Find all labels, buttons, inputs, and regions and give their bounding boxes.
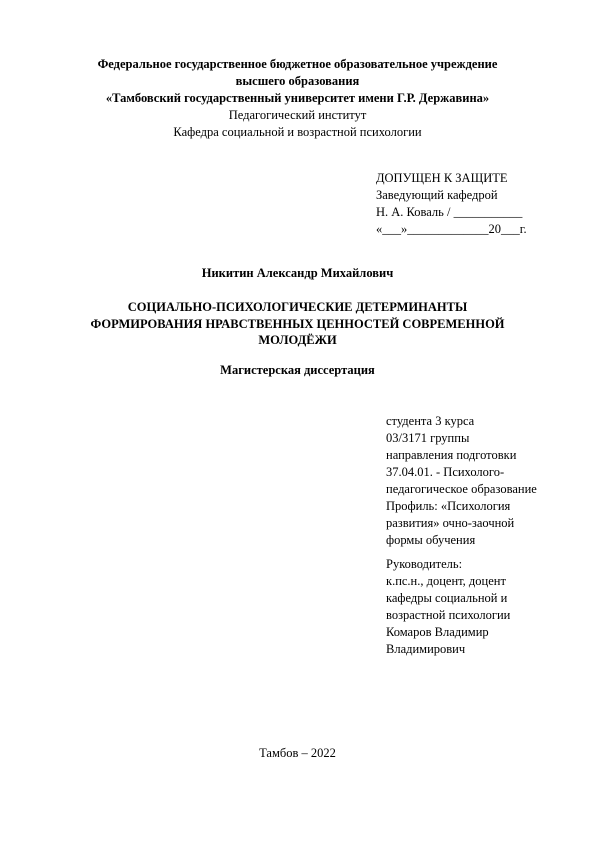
footer-block bbox=[40, 745, 555, 762]
thesis-title-line: МОЛОДЁЖИ bbox=[258, 333, 337, 347]
student-info bbox=[386, 413, 537, 549]
supervisor-info bbox=[386, 556, 510, 658]
supervisor-info-line: к.пс.н., доцент, доцент bbox=[386, 574, 506, 588]
approval-line-head-signature: Н. А. Коваль / ___________ bbox=[376, 205, 523, 219]
thesis-title-line: СОЦИАЛЬНО-ПСИХОЛОГИЧЕСКИЕ ДЕТЕРМИНАНТЫ bbox=[127, 300, 468, 314]
student-info-line: 03/3171 группы bbox=[386, 431, 470, 445]
header-line-department: Кафедра социальной и возрастной психологии bbox=[173, 125, 422, 139]
header-line-university-name: «Тамбовский государственный университет имени Г.Р. Державина» bbox=[105, 91, 490, 105]
approval-line-head-title: Заведующий кафедрой bbox=[376, 188, 498, 202]
header-line-institution-type: Федеральное государственное бюджетное образовательное учреждение bbox=[97, 57, 498, 71]
supervisor-info-line: Комаров Владимир bbox=[386, 625, 489, 639]
header-line-education-level: высшего образования bbox=[235, 74, 360, 88]
student-info-line: развития» очно-заочной bbox=[386, 516, 515, 530]
supervisor-info-line: Руководитель: bbox=[386, 557, 463, 571]
work-type-block bbox=[40, 362, 555, 379]
student-info-line: формы обучения bbox=[386, 533, 476, 547]
approval-line-date: «___»_____________20___г. bbox=[376, 222, 527, 236]
thesis-title-line: ФОРМИРОВАНИЯ НРАВСТВЕННЫХ ЦЕННОСТЕЙ СОВРЕМЕННОЙ bbox=[90, 316, 505, 331]
author-name: Никитин Александр Михайлович bbox=[201, 266, 394, 280]
supervisor-info-line: Владимирович bbox=[386, 642, 466, 656]
university-header bbox=[40, 56, 555, 141]
supervisor-info-line: возрастной психологии bbox=[386, 608, 511, 622]
student-info-line: педагогическое образование bbox=[386, 482, 537, 496]
thesis-title bbox=[40, 299, 555, 349]
approval-stamp bbox=[376, 170, 527, 238]
student-info-line: 37.04.01. - Психолого- bbox=[386, 465, 505, 479]
city-year: Тамбов – 2022 bbox=[259, 746, 336, 760]
student-info-line: студента 3 курса bbox=[386, 414, 475, 428]
header-line-institute: Педагогический институт bbox=[228, 108, 367, 122]
work-type: Магистерская диссертация bbox=[220, 363, 375, 377]
author-block bbox=[40, 265, 555, 282]
approval-line-admitted: ДОПУЩЕН К ЗАЩИТЕ bbox=[376, 171, 508, 185]
student-info-line: направления подготовки bbox=[386, 448, 517, 462]
student-info-line: Профиль: «Психология bbox=[386, 499, 511, 513]
supervisor-info-line: кафедры социальной и bbox=[386, 591, 508, 605]
